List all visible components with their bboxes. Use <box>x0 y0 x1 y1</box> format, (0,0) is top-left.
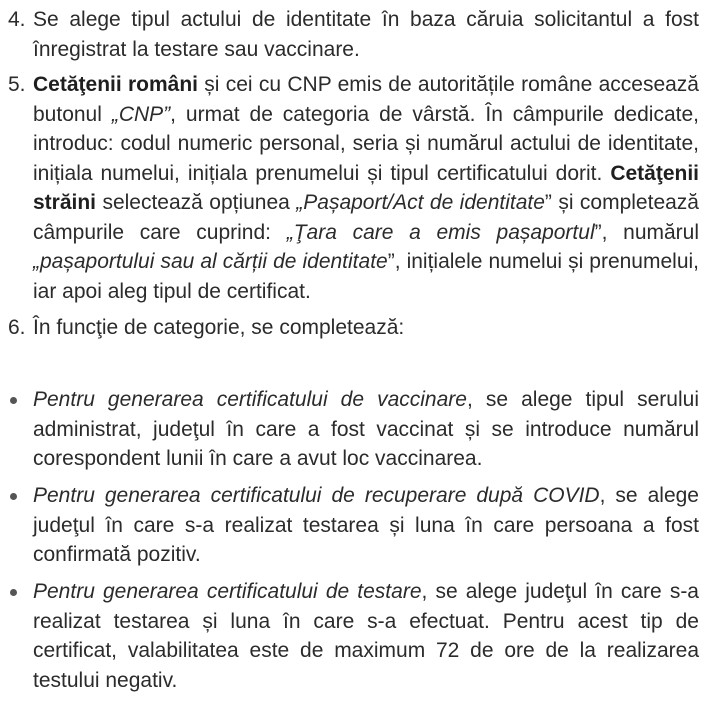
list-item-4 <box>0 5 720 64</box>
bullet-icon <box>10 397 17 404</box>
list-item-6 <box>0 313 720 343</box>
list-item-text <box>33 70 699 306</box>
italic-text: Pentru generarea certificatului de recuperare după COVID <box>33 484 600 507</box>
bullet-item-recuperare <box>0 481 720 570</box>
italic-text: Pentru generarea certificatului de vaccinare <box>33 388 467 411</box>
bullet-item-text <box>33 481 699 570</box>
body-text: , urmat de categoria de vârstă. În câmpurile dedicate, introduc: codul numeric personal, seria și numărul actului de identitate, inițiala numelui, inițiala prenumelui și tipul certificatului dorit. <box>33 102 699 185</box>
italic-text: „Pașaport/Act de identitate <box>296 191 545 214</box>
italic-text: „CNP” <box>111 102 171 126</box>
bullet-item-testare <box>0 577 720 695</box>
body-text: , se alege tipul serului administrat, judeţul în care a fost vaccinat și se introduce numărul corespondent lunii în care a avut loc vaccinarea. <box>33 388 699 470</box>
italic-text: „Ţara care a emis pașaportul <box>286 220 595 244</box>
list-number: 4. <box>8 8 26 31</box>
italic-text: „pașaportului sau al cărții de identitate <box>33 250 388 273</box>
bullet-item-text <box>33 577 699 695</box>
body-text: ” și completează câmpurile care cuprind: <box>33 191 699 244</box>
bullet-icon <box>10 589 17 596</box>
body-text: ”, numărul <box>594 220 700 244</box>
list-item-text: În funcţie de categorie, se completează: <box>33 316 405 339</box>
body-text: , se alege judeţul în care s-a realizat testarea și luna în care persoana a fost confirmată pozitiv. <box>33 484 699 566</box>
list-item-text: Se alege tipul actului de identitate în baza căruia solicitantul a fost înregistrat la testare sau vaccinare. <box>33 8 699 61</box>
list-item-5 <box>0 70 720 306</box>
body-text: selectează opțiunea <box>96 191 297 214</box>
bold-text: Cetăţenii români <box>33 73 198 96</box>
body-text: ”, inițialele numelui și prenumelui, iar apoi aleg tipul de certificat. <box>33 250 699 303</box>
list-number: 6. <box>8 316 26 339</box>
body-text: , se alege judeţul în care s-a realizat testarea și luna în care s-a efectuat. Pentru acest tip de certificat, valabilitatea este de maximum 72 de ore de la realizarea testului negativ. <box>33 580 699 692</box>
bullet-item-text <box>33 385 699 474</box>
italic-text: Pentru generarea certificatului de testare <box>33 580 422 603</box>
bold-text: Cetăţenii străini <box>33 161 699 214</box>
bullet-item-vaccinare <box>0 385 720 474</box>
body-text: și cei cu CNP emis de autoritățile române accesează butonul <box>33 73 699 126</box>
bullet-icon <box>10 493 17 500</box>
list-number: 5. <box>8 73 26 96</box>
